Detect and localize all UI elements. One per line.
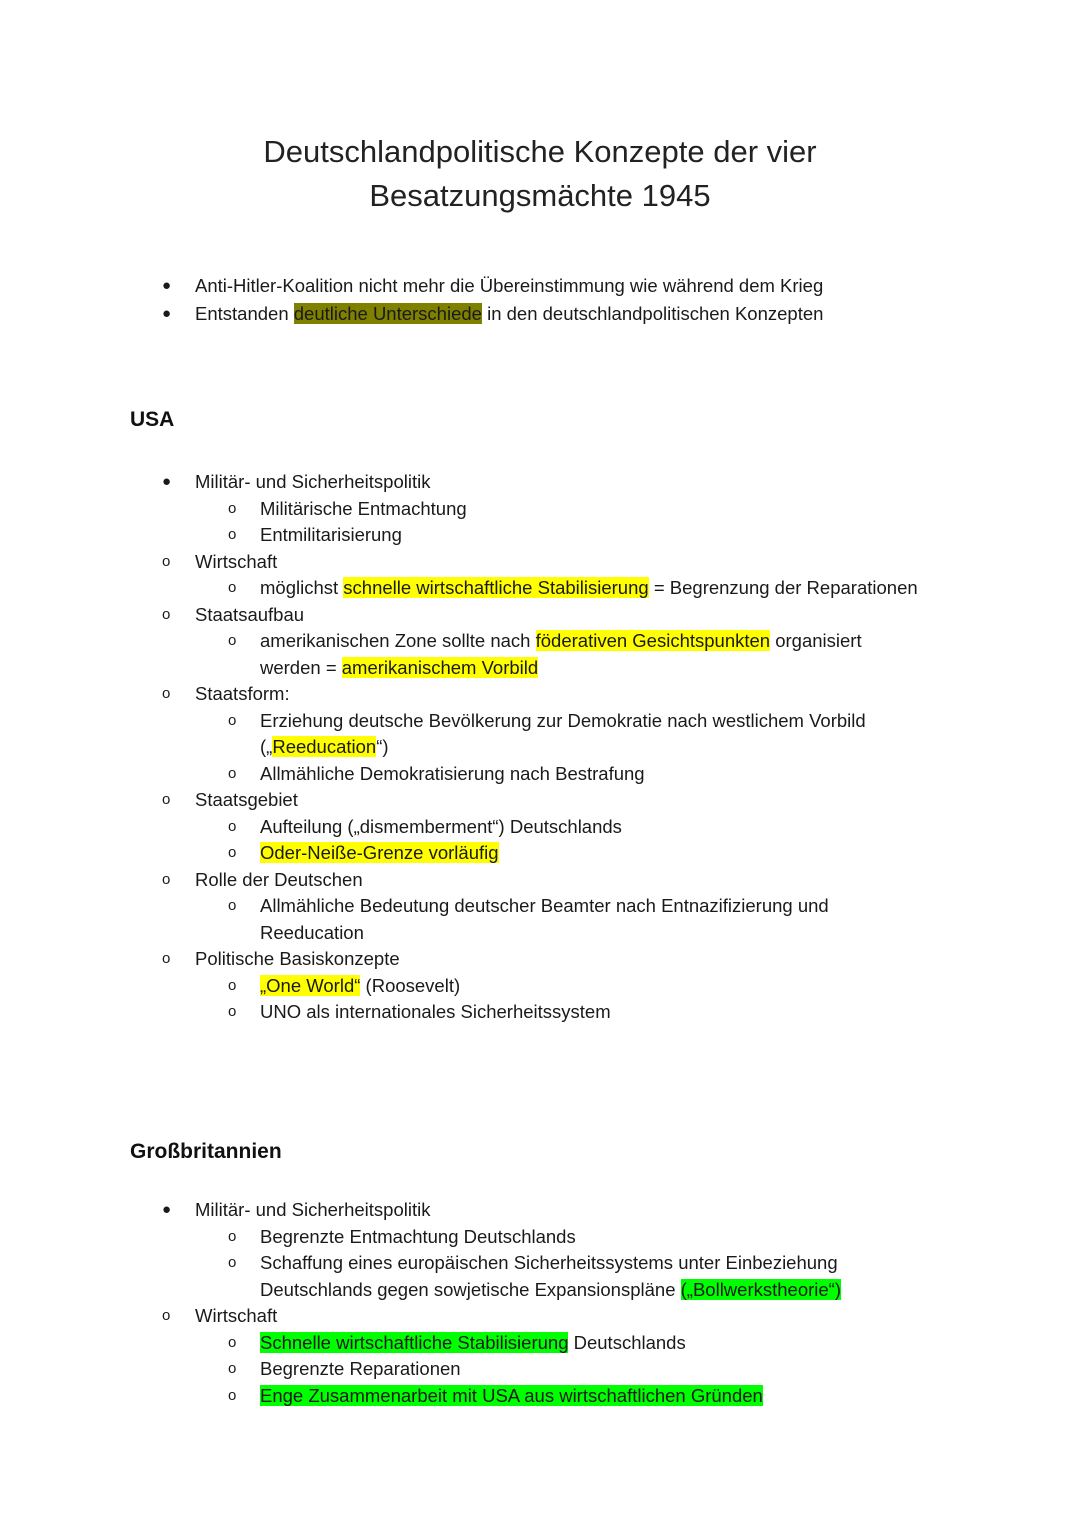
list-item [0, 1330, 920, 1357]
item-text: = Begrenzung der Reparationen [648, 577, 918, 598]
item-text: Schaffung eines europäischen Sicherheitssystems unter Einbeziehung Deutschlands gegen sowjetische Expansionspläne [260, 1252, 838, 1300]
circle-bullet-icon: o [162, 1307, 171, 1324]
circle-bullet-icon: o [228, 579, 237, 596]
intro-item [0, 300, 955, 328]
highlighted-text: amerikanischem Vorbild [341, 656, 539, 678]
item-text: UNO als internationales Sicherheitssystem [260, 1001, 611, 1022]
item-text: Entmilitarisierung [260, 524, 402, 545]
list-item [0, 1303, 925, 1330]
highlighted-text: föderativen Gesichtspunkten [535, 630, 771, 651]
intro-item [0, 272, 955, 300]
list-item [0, 1250, 920, 1303]
item-text: Wirtschaft [195, 550, 278, 572]
circle-bullet-icon: o [162, 605, 171, 623]
bullet-icon: ● [162, 305, 172, 322]
item-text: Allmähliche Demokratisierung nach Bestrafung [260, 762, 645, 784]
circle-bullet-icon: o [228, 764, 237, 782]
circle-bullet-icon: o [162, 870, 171, 888]
circle-bullet-icon: o [228, 844, 237, 861]
list-item [0, 867, 925, 894]
item-text: Anti-Hitler-Koalition nicht mehr die Übereinstimmung wie während dem Krieg [195, 275, 824, 296]
bullet-icon: ● [162, 1201, 172, 1218]
list-item [0, 761, 920, 788]
list-item [0, 496, 920, 523]
highlighted-text: „One World“ [260, 974, 361, 996]
circle-bullet-icon: o [228, 632, 237, 649]
circle-bullet-icon: o [228, 1003, 237, 1020]
list-item [0, 469, 925, 496]
title-line-2: Besatzungsmächte 1945 [369, 178, 711, 213]
circle-bullet-icon: o [228, 1386, 237, 1404]
circle-bullet-icon: o [228, 1227, 237, 1245]
highlighted-text: Reeducation [272, 736, 377, 757]
list-item [0, 973, 920, 1000]
circle-bullet-icon: o [228, 976, 237, 994]
intro-list [0, 272, 1080, 328]
highlighted-text: schnelle wirtschaftliche Stabilisierung [343, 577, 649, 598]
highlighted-text: Schnelle wirtschaftliche Stabilisierung [260, 1331, 569, 1353]
item-text: Entstanden [195, 303, 294, 324]
circle-bullet-icon: o [228, 1254, 237, 1271]
item-text: Allmähliche Bedeutung deutscher Beamter nach Entnazifizierung und Reeducation [260, 895, 829, 943]
item-text: Wirtschaft [195, 1305, 278, 1326]
list-item [0, 1383, 920, 1410]
item-text: Aufteilung („dismemberment“) Deutschlands [260, 815, 622, 837]
item-text: organisiert werden = [260, 630, 862, 678]
list-item [0, 681, 925, 708]
item-text: Begrenzte Reparationen [260, 1358, 461, 1379]
section-heading-usa: USA [130, 408, 175, 431]
circle-bullet-icon: o [162, 950, 171, 967]
item-text: in den deutschlandpolitischen Konzepten [481, 303, 824, 324]
item-text: Staatsaufbau [195, 603, 305, 625]
item-text: (Roosevelt) [360, 974, 461, 996]
highlighted-text: Oder-Neiße-Grenze vorläufig [260, 842, 499, 863]
circle-bullet-icon: o [228, 1333, 237, 1351]
item-text: Militär- und Sicherheitspolitik [195, 1199, 431, 1220]
item-text: Staatsform: [195, 683, 290, 704]
item-text: Staatsgebiet [195, 789, 298, 810]
list-item [0, 946, 925, 973]
highlighted-text: Enge Zusammenarbeit mit USA aus wirtschaftlichen Gründen [260, 1384, 763, 1406]
highlighted-text: deutliche Unterschiede [293, 303, 482, 324]
highlighted-text: („Bollwerkstheorie“) [680, 1278, 842, 1300]
item-text: möglichst [260, 577, 344, 598]
title-line-1: Deutschlandpolitische Konzepte der vier [263, 134, 817, 169]
circle-bullet-icon: o [162, 685, 171, 702]
circle-bullet-icon: o [228, 499, 237, 517]
circle-bullet-icon: o [228, 526, 237, 543]
item-text: Rolle der Deutschen [195, 868, 363, 890]
circle-bullet-icon: o [228, 897, 237, 914]
item-text: amerikanischen Zone sollte nach [260, 630, 536, 651]
bullet-icon: ● [162, 277, 172, 294]
item-text: Politische Basiskonzepte [195, 948, 400, 969]
list-item [0, 1356, 920, 1383]
section-heading-gb: Großbritannien [130, 1140, 282, 1163]
list-item [0, 814, 920, 841]
list-item [0, 840, 920, 867]
list-item [0, 893, 920, 946]
bullet-icon: ● [162, 473, 172, 490]
circle-bullet-icon: o [228, 817, 237, 835]
list-item [0, 1224, 920, 1251]
item-text: Militärische Entmachtung [260, 497, 467, 519]
circle-bullet-icon: o [162, 552, 171, 570]
circle-bullet-icon: o [162, 791, 171, 808]
item-text: “) [376, 736, 389, 757]
list-item [0, 999, 920, 1026]
circle-bullet-icon: o [228, 711, 237, 729]
list-item [0, 787, 925, 814]
item-text: Deutschlands [568, 1331, 686, 1353]
list-item [0, 708, 920, 761]
list-item [0, 575, 920, 602]
list-item [0, 628, 920, 681]
list-item [0, 1197, 925, 1224]
item-text: Militär- und Sicherheitspolitik [195, 471, 431, 492]
list-item [0, 602, 925, 629]
item-text: Begrenzte Entmachtung Deutschlands [260, 1225, 576, 1247]
list-item [0, 522, 920, 549]
usa-list [0, 469, 1080, 1026]
item-text: Erziehung deutsche Bevölkerung zur Demokratie nach westlichem Vorbild („ [260, 709, 866, 757]
page-title [0, 130, 1080, 218]
list-item [0, 549, 925, 576]
circle-bullet-icon: o [228, 1360, 237, 1377]
gb-list [0, 1197, 1080, 1409]
